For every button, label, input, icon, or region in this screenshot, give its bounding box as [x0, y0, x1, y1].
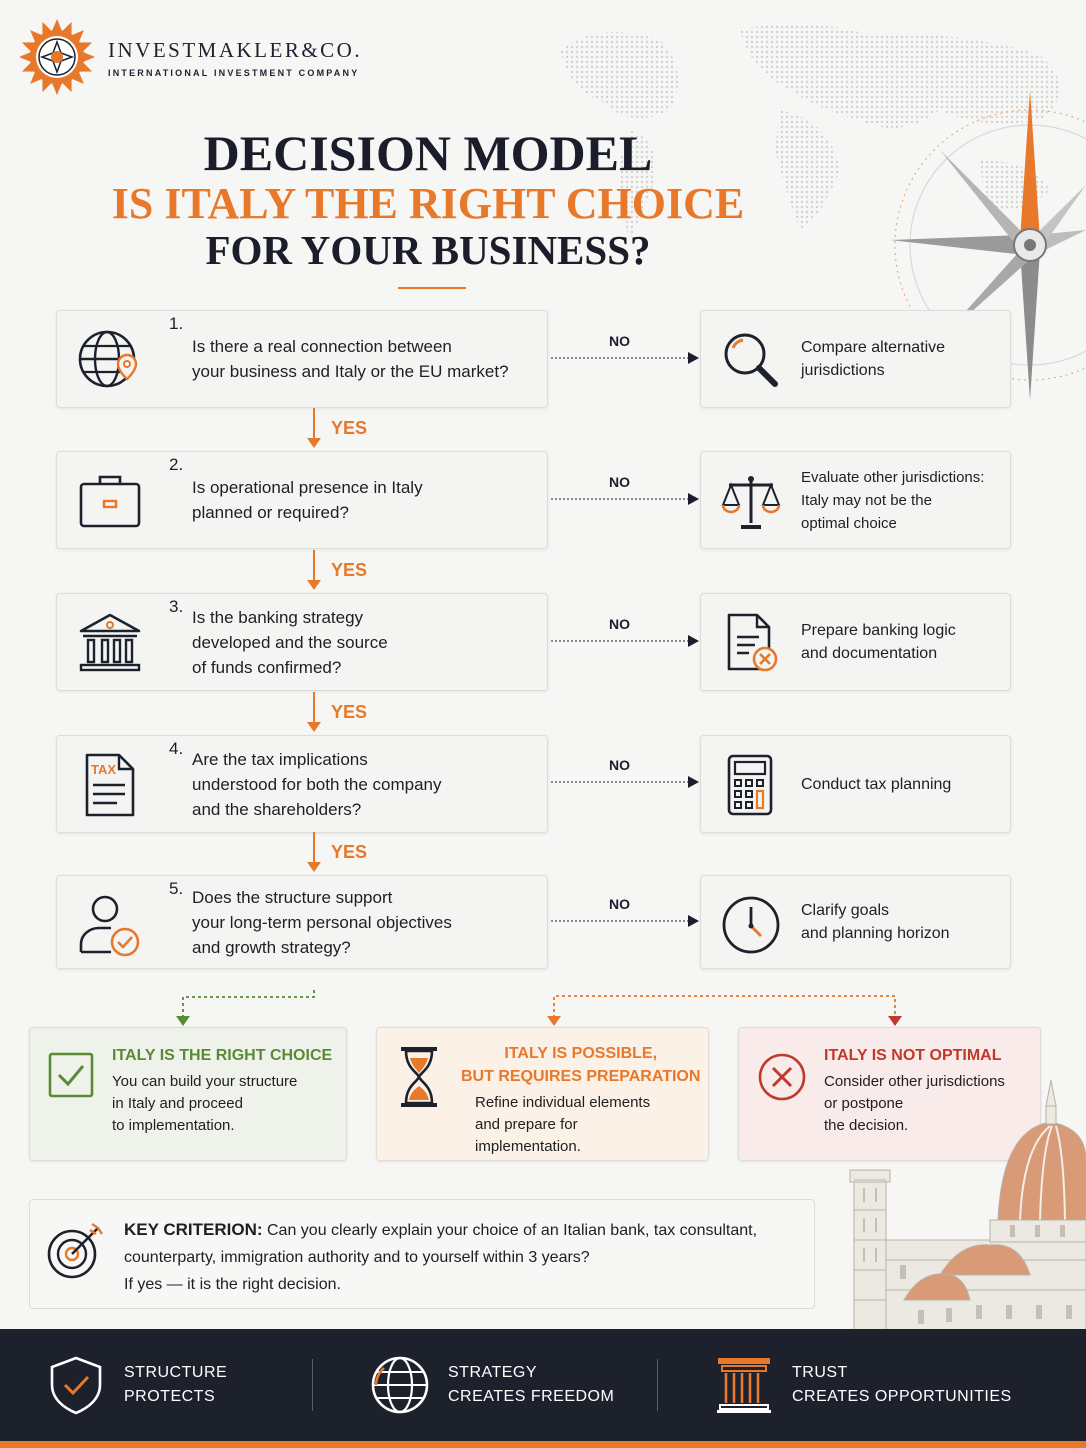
page-title-line-3: FOR YOUR BUSINESS?	[205, 227, 651, 273]
key-criterion-text: Can you clearly explain your choice of an Italian bank, tax consultant, counterparty, immigration authority and to yourself within 3 years?	[124, 1222, 758, 1266]
brand-name: INVESTMAKLER&CO.	[108, 38, 363, 62]
company-logo	[18, 18, 96, 96]
no-label-4: NO	[609, 757, 630, 773]
result-card-4	[700, 735, 1011, 833]
footer-text: STRUCTURE PROTECTS	[124, 1364, 228, 1405]
question-text: Are the tax implications understood for both the company and the shareholders?	[192, 749, 442, 819]
footer-divider	[657, 1359, 658, 1411]
result-card-3	[700, 593, 1011, 691]
yes-connector-4	[313, 832, 315, 862]
florence-cathedral-illustration	[820, 1060, 1086, 1330]
arrow-right-icon	[688, 776, 699, 788]
result-card-5	[700, 875, 1011, 969]
footer-item-trust	[714, 1329, 1012, 1441]
arrow-right-icon	[688, 915, 699, 927]
outcome-text: Refine individual elements and prepare for implementation.	[475, 1094, 651, 1155]
page-title-line-2: IS ITALY THE RIGHT CHOICE	[111, 179, 745, 228]
footer	[0, 1329, 1086, 1448]
user-check-icon	[77, 892, 143, 958]
outcome-title: ITALY IS POSSIBLE, BUT REQUIRES PREPARATION	[461, 1045, 701, 1085]
question-card-5	[56, 875, 548, 969]
globe-icon	[370, 1355, 430, 1415]
arrow-down-icon	[307, 722, 321, 732]
page-title-line-1: DECISION MODEL	[203, 125, 653, 181]
footer-text: STRATEGY CREATES FREEDOM	[448, 1364, 615, 1405]
no-label-2: NO	[609, 474, 630, 490]
tax-document-icon	[77, 752, 143, 818]
question-number: 4.	[169, 739, 184, 758]
arrow-right-icon	[688, 635, 699, 647]
target-icon	[46, 1220, 106, 1280]
outcome-text: Consider other jurisdictions or postpone the decision.	[824, 1073, 1005, 1134]
result-text: Evaluate other jurisdictions: Italy may not be the optimal choice	[801, 468, 985, 532]
outcome-connectors	[0, 990, 1086, 1030]
result-card-1	[700, 310, 1011, 408]
question-card-3	[56, 593, 548, 691]
question-number: 2.	[169, 455, 184, 474]
no-connector-3	[551, 640, 689, 642]
x-circle-icon	[757, 1052, 807, 1102]
arrow-right-icon	[688, 352, 699, 364]
footer-divider	[312, 1359, 313, 1411]
no-connector-5	[551, 920, 689, 922]
title-divider	[398, 287, 466, 289]
no-connector-1	[551, 357, 689, 359]
scales-icon	[719, 469, 783, 533]
arrow-down-icon	[307, 862, 321, 872]
outcome-card-possible	[376, 1027, 709, 1161]
no-label-1: NO	[609, 333, 630, 349]
outcome-card-right-choice	[29, 1027, 347, 1161]
footer-item-structure	[46, 1329, 227, 1441]
question-text: Is operational presence in Italy planned or required?	[192, 478, 423, 522]
calculator-icon	[719, 753, 783, 817]
question-text: Does the structure support your long-term personal objectives and growth strategy?	[192, 887, 452, 957]
key-criterion-card	[29, 1199, 815, 1309]
arrow-down-icon	[307, 580, 321, 590]
question-text: Is the banking strategy developed and the source of funds confirmed?	[192, 607, 388, 677]
question-number: 3.	[169, 597, 184, 616]
document-x-icon	[719, 611, 783, 675]
footer-text: TRUST CREATES OPPORTUNITIES	[792, 1364, 1012, 1405]
hourglass-icon	[397, 1046, 441, 1108]
arrow-down-icon	[307, 438, 321, 448]
result-text: Clarify goals and planning horizon	[801, 902, 950, 942]
no-connector-2	[551, 498, 689, 500]
result-text: Prepare banking logic and documentation	[801, 622, 956, 662]
yes-label-3: YES	[331, 702, 368, 722]
yes-label-4: YES	[331, 842, 368, 862]
question-number: 1.	[169, 314, 184, 333]
key-criterion-tail: If yes — it is the right decision.	[124, 1276, 341, 1293]
yes-label-1: YES	[331, 418, 368, 438]
result-text: Conduct tax planning	[801, 775, 952, 793]
question-card-2	[56, 451, 548, 549]
yes-connector-3	[313, 692, 315, 722]
bank-icon	[77, 610, 143, 676]
yes-connector-2	[313, 550, 315, 580]
no-label-3: NO	[609, 616, 630, 632]
tax-icon-label: TAX	[91, 762, 117, 777]
key-criterion-label: KEY CRITERION:	[124, 1220, 263, 1239]
question-number: 5.	[169, 879, 184, 898]
question-card-4	[56, 735, 548, 833]
result-text: Compare alternative jurisdictions	[801, 339, 946, 379]
outcome-title: ITALY IS NOT OPTIMAL	[824, 1047, 1002, 1064]
globe-location-icon	[77, 327, 143, 393]
briefcase-icon	[77, 468, 143, 534]
question-text: Is there a real connection between your business and Italy or the EU market?	[192, 337, 509, 381]
brand-tagline: INTERNATIONAL INVESTMENT COMPANY	[108, 68, 360, 78]
footer-item-strategy	[370, 1329, 614, 1441]
column-icon	[714, 1355, 774, 1415]
yes-connector-1	[313, 408, 315, 438]
no-label-5: NO	[609, 896, 630, 912]
shield-check-icon	[46, 1355, 106, 1415]
checkbox-icon	[48, 1052, 94, 1098]
arrow-right-icon	[688, 493, 699, 505]
outcome-text: You can build your structure in Italy and proceed to implementation.	[112, 1073, 298, 1134]
result-card-2	[700, 451, 1011, 549]
question-card-1	[56, 310, 548, 408]
yes-label-2: YES	[331, 560, 368, 580]
magnifier-icon	[719, 328, 783, 392]
no-connector-4	[551, 781, 689, 783]
clock-icon	[719, 893, 783, 957]
footer-accent-bar	[0, 1441, 1086, 1448]
outcome-title: ITALY IS THE RIGHT CHOICE	[112, 1047, 333, 1064]
